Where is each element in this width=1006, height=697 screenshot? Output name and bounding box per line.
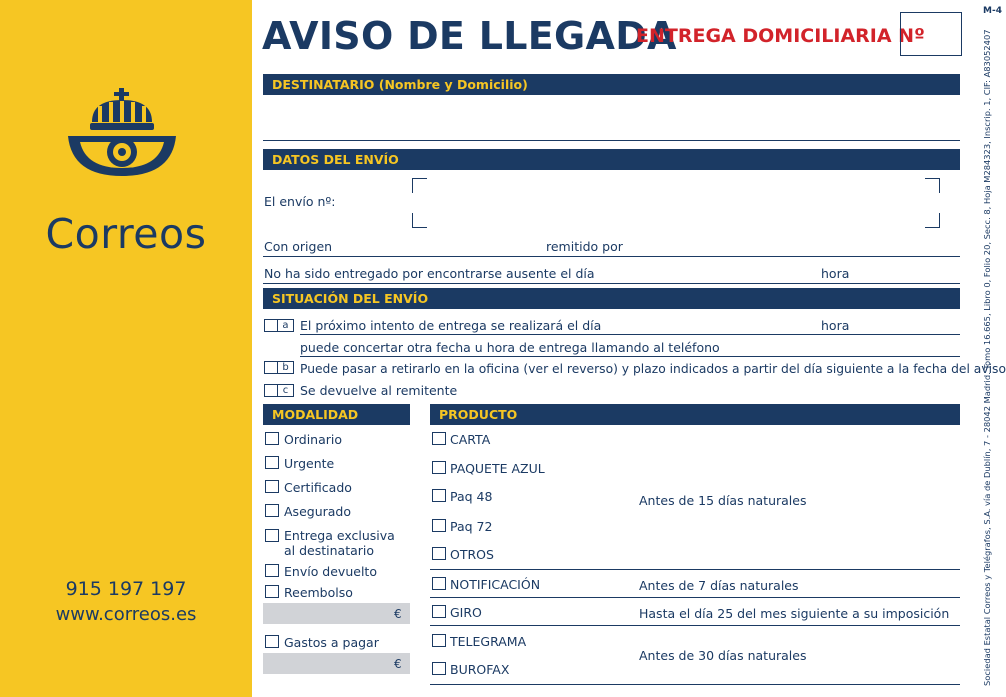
product-checkbox[interactable] bbox=[432, 432, 446, 445]
modality-checkbox[interactable] bbox=[265, 480, 279, 493]
shipment-number-label: El envío nº: bbox=[264, 194, 336, 209]
option-a-letter: a bbox=[278, 319, 294, 332]
divider bbox=[263, 283, 960, 284]
modality-checkbox[interactable] bbox=[265, 529, 279, 542]
option-a-text: El próximo intento de entrega se realizará el día bbox=[300, 318, 602, 333]
form-code: M-4 bbox=[983, 6, 1002, 16]
option-b-checkbox[interactable] bbox=[264, 361, 278, 374]
product-checkbox[interactable] bbox=[432, 662, 446, 675]
modality-checkbox[interactable] bbox=[265, 432, 279, 445]
corner-mark bbox=[412, 213, 427, 228]
brand-web: www.correos.es bbox=[55, 604, 197, 625]
modality-item: Reembolso bbox=[284, 585, 353, 600]
product-item: TELEGRAMA bbox=[450, 634, 527, 649]
option-b-text: Puede pasar a retirarlo en la oficina (ver el reverso) y plazo indicados a partir del día siguiente a la fecha del aviso bbox=[300, 362, 1006, 376]
correos-crown-horn-icon bbox=[62, 88, 182, 178]
modality-checkbox[interactable] bbox=[265, 564, 279, 577]
shipment-header: DATOS DEL ENVÍO bbox=[263, 149, 960, 170]
product-checkbox[interactable] bbox=[432, 577, 446, 590]
product-checkbox[interactable] bbox=[432, 634, 446, 647]
cod-euro-sign: € bbox=[394, 607, 402, 621]
product-checkbox[interactable] bbox=[432, 519, 446, 532]
product-header: PRODUCTO bbox=[430, 404, 960, 425]
absent-label: No ha sido entregado por encontrarse ausente el día bbox=[264, 266, 595, 281]
modality-checkbox[interactable] bbox=[265, 456, 279, 469]
modality-item-continued: al destinatario bbox=[284, 543, 375, 558]
absent-hour-label: hora bbox=[821, 266, 850, 281]
legal-text: Sociedad Estatal Correos y Telégrafos, S.A. vía de Dublín, 7 - 28042 Madrid. Tomo 16.665, Libro 0, Folio 20, Secc. 8, Hoja M284323, Inscrip. 1, CIF: A83052407 bbox=[982, 29, 992, 686]
option-c-text: Se devuelve al remitente bbox=[300, 383, 458, 398]
page-title: AVISO DE LLEGADA bbox=[262, 14, 677, 58]
option-a-checkbox[interactable] bbox=[264, 319, 278, 332]
divider bbox=[430, 684, 960, 685]
delivery-number-field[interactable] bbox=[900, 12, 962, 56]
corner-mark bbox=[925, 213, 940, 228]
divider bbox=[430, 569, 960, 570]
expenses-checkbox[interactable] bbox=[265, 635, 279, 648]
divider bbox=[263, 256, 960, 257]
product-checkbox[interactable] bbox=[432, 547, 446, 560]
divider bbox=[430, 625, 960, 626]
modality-checkbox[interactable] bbox=[265, 585, 279, 598]
option-c-letter: c bbox=[278, 384, 294, 397]
sender-label: remitido por bbox=[546, 239, 623, 254]
shipment-number-field[interactable] bbox=[412, 178, 940, 228]
option-c-checkbox[interactable] bbox=[264, 384, 278, 397]
divider bbox=[263, 140, 960, 141]
brand-phone: 915 197 197 bbox=[65, 578, 187, 600]
product-checkbox[interactable] bbox=[432, 489, 446, 502]
modality-checkbox[interactable] bbox=[265, 504, 279, 517]
product-item: GIRO bbox=[450, 605, 482, 620]
delivery-label: ENTREGA DOMICILIARIA Nº bbox=[636, 25, 925, 47]
expenses-amount-field[interactable] bbox=[263, 653, 410, 674]
origin-label: Con origen bbox=[264, 239, 333, 254]
brand-name: Correos bbox=[45, 210, 207, 258]
expenses-euro-sign: € bbox=[394, 657, 402, 671]
modality-item: Urgente bbox=[284, 456, 335, 471]
cod-amount-field[interactable] bbox=[263, 603, 410, 624]
brand-panel bbox=[0, 0, 252, 697]
modality-item: Entrega exclusiva bbox=[284, 528, 395, 543]
expenses-label: Gastos a pagar bbox=[284, 635, 379, 650]
option-a-hour: hora bbox=[821, 318, 850, 333]
corner-mark bbox=[925, 178, 940, 193]
divider bbox=[300, 334, 960, 335]
product-checkbox[interactable] bbox=[432, 461, 446, 474]
modality-item: Certificado bbox=[284, 480, 352, 495]
product-term: Antes de 7 días naturales bbox=[639, 578, 799, 593]
product-term: Antes de 30 días naturales bbox=[639, 648, 807, 663]
product-checkbox[interactable] bbox=[432, 605, 446, 618]
divider bbox=[300, 356, 960, 357]
product-term: Hasta el día 25 del mes siguiente a su imposición bbox=[639, 606, 950, 621]
modality-item: Envío devuelto bbox=[284, 564, 377, 579]
recipient-header: DESTINATARIO (Nombre y Domicilio) bbox=[263, 74, 960, 95]
product-item: Paq 48 bbox=[450, 489, 493, 504]
product-item: OTROS bbox=[450, 547, 494, 562]
corner-mark bbox=[412, 178, 427, 193]
product-item: BUROFAX bbox=[450, 662, 510, 677]
option-a-subtext: puede concertar otra fecha u hora de entrega llamando al teléfono bbox=[300, 340, 720, 355]
product-item: CARTA bbox=[450, 432, 491, 447]
modality-item: Ordinario bbox=[284, 432, 343, 447]
product-term: Antes de 15 días naturales bbox=[639, 493, 807, 508]
situation-header: SITUACIÓN DEL ENVÍO bbox=[263, 288, 960, 309]
modality-header: MODALIDAD bbox=[263, 404, 410, 425]
divider bbox=[430, 597, 960, 598]
product-item: NOTIFICACIÓN bbox=[450, 577, 541, 592]
modality-item: Asegurado bbox=[284, 504, 351, 519]
product-item: Paq 72 bbox=[450, 519, 493, 534]
option-b-letter: b bbox=[278, 361, 294, 374]
product-item: PAQUETE AZUL bbox=[450, 461, 545, 476]
